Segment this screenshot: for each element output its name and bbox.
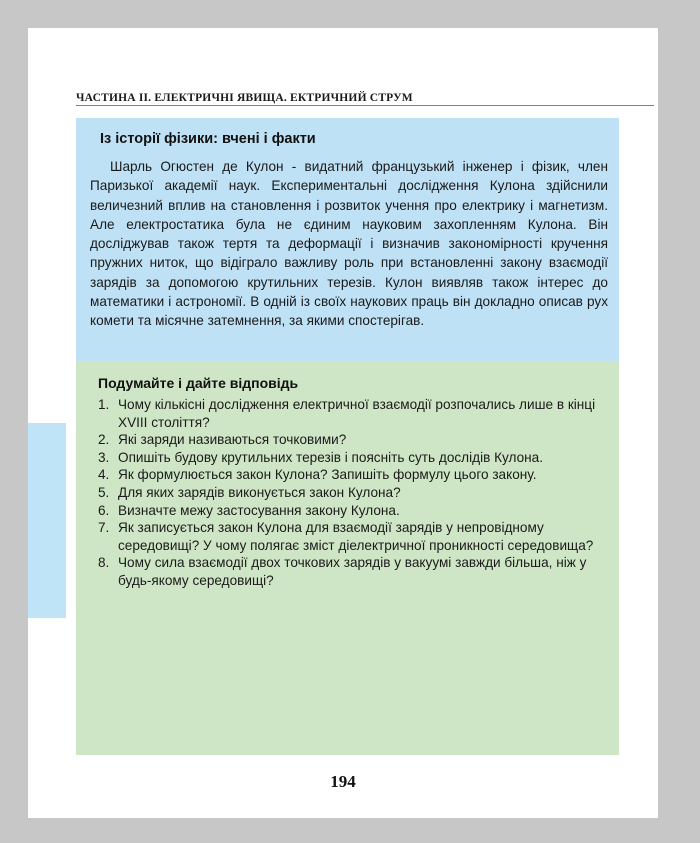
question-item xyxy=(98,449,608,467)
question-text: Визначте межу застосування закону Кулона. xyxy=(118,502,400,518)
question-text: Чому кількісні дослідження електричної взаємодії розпочались лише в кінці XVIII століття? xyxy=(118,397,596,430)
question-text: Як формулюється закон Кулона? Запишіть формулу цього закону. xyxy=(118,467,537,483)
question-number: 3. xyxy=(98,449,110,465)
question-text: Як записується закон Кулона для взаємодії зарядів у непровідному середовищі? У чому полягає зміст діелектричної проникності середовища? xyxy=(118,520,594,553)
question-item xyxy=(98,466,608,484)
chapter-header: ЧАСТИНА II. ЕЛЕКТРИЧНІ ЯВИЩА. ЕКТРИЧНИЙ СТРУМ xyxy=(76,92,413,104)
question-number: 5. xyxy=(98,484,110,500)
side-color-tab xyxy=(28,423,66,618)
question-text: Які заряди називаються точковими? xyxy=(118,432,347,448)
question-number: 8. xyxy=(98,555,110,571)
question-text: Для яких зарядів виконується закон Кулона? xyxy=(118,484,401,500)
page-number: 194 xyxy=(330,772,356,791)
question-number: 7. xyxy=(98,520,110,536)
questions-list xyxy=(98,396,608,590)
question-item xyxy=(98,554,608,589)
question-item xyxy=(98,431,608,449)
question-text: Чому сила взаємодії двох точкових зарядів у вакуумі завжди більша, ніж у будь-якому середовищі? xyxy=(118,555,587,588)
history-paragraph: Шарль Огюстен де Кулон - видатний французький інженер і фізик, член Паризької академії наук. Експериментальні дослідження Кулона здійснили величезний вплив на становлення і розвиток учення про електрику і магнетизм. Але електростатика була не єдиним науковим захопленням Кулона. Він досліджував також тертя та деформації і визначив закономірності кручення пружних ниток, що відіграло важливу роль при встановленні закону взаємодії зарядів за допомогою крутильних терезів. Кулон виявляв також інтерес до математики і астрономії. В одній із своїх наукових праць він докладно описав рух комети та місячне затемнення, за якими спостерігав. xyxy=(90,159,608,329)
header-divider xyxy=(76,105,654,106)
question-number: 4. xyxy=(98,467,110,483)
question-text: Опишіть будову крутильних терезів і поясніть суть дослідів Кулона. xyxy=(118,449,543,465)
history-title: Із історії фізики: вчені і факти xyxy=(100,131,316,147)
question-number: 2. xyxy=(98,432,110,448)
questions-box xyxy=(76,361,619,755)
textbook-page xyxy=(28,28,658,818)
questions-title: Подумайте і дайте відповідь xyxy=(98,375,299,391)
question-item xyxy=(98,484,608,502)
question-number: 1. xyxy=(98,397,110,412)
question-item xyxy=(98,519,608,554)
question-number: 6. xyxy=(98,502,110,518)
history-box xyxy=(76,118,619,361)
question-item xyxy=(98,396,608,431)
question-item xyxy=(98,502,608,520)
